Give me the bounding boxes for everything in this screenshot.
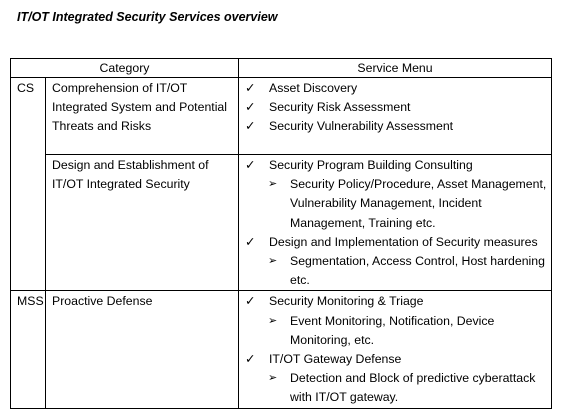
checkmark-icon: ✓ <box>245 158 256 172</box>
document-title: IT/OT Integrated Security Services overview <box>17 10 278 24</box>
service-sub-label: Event Monitoring, Notification, Device Monitoring, etc. <box>290 313 495 347</box>
service-menu-cell <box>239 291 552 409</box>
checkmark-icon: ✓ <box>245 234 256 249</box>
service-item <box>242 117 549 136</box>
service-label: IT/OT Gateway Defense <box>269 352 402 367</box>
service-item <box>242 156 549 175</box>
service-label: Security Vulnerability Assessment <box>269 119 454 134</box>
service-item <box>242 98 549 117</box>
service-item <box>242 79 549 98</box>
table-row <box>11 155 552 291</box>
table-row <box>11 78 552 155</box>
checkmark-icon: ✓ <box>245 119 256 134</box>
checkmark-icon: ✓ <box>245 100 256 115</box>
service-item <box>242 292 549 311</box>
category-header: Category <box>11 59 239 78</box>
service-label: Asset Discovery <box>269 81 358 95</box>
checkmark-icon: ✓ <box>245 352 256 367</box>
service-code-cs: CS <box>11 78 46 291</box>
category-cell: Comprehension of IT/OT Integrated System and Potential Threats and Risks <box>46 78 239 155</box>
service-sub-item <box>242 369 549 407</box>
service-sub-item <box>242 252 549 290</box>
service-menu-header: Service Menu <box>239 59 552 78</box>
service-label: Security Program Building Consulting <box>269 158 473 172</box>
table-row <box>11 291 552 409</box>
service-sub-label: Security Policy/Procedure, Asset Management, Vulnerability Management, Incident Management, Training etc. <box>290 177 547 230</box>
service-label: Security Monitoring & Triage <box>269 294 424 309</box>
service-sub-item <box>242 312 549 350</box>
service-sub-label: Detection and Block of predictive cyberattack with IT/OT gateway. <box>290 371 536 405</box>
arrow-bullet-icon: ➢ <box>268 255 278 268</box>
category-cell: Proactive Defense <box>46 291 239 409</box>
checkmark-icon: ✓ <box>245 294 256 309</box>
service-sub-label: Segmentation, Access Control, Host hardening etc. <box>290 254 545 288</box>
service-menu-cell <box>239 78 552 155</box>
checkmark-icon: ✓ <box>245 81 256 95</box>
arrow-bullet-icon: ➢ <box>268 372 278 385</box>
arrow-bullet-icon: ➢ <box>268 314 278 327</box>
service-label: Design and Implementation of Security measures <box>269 234 538 249</box>
service-code-mss: MSS <box>11 291 46 409</box>
table-header-row <box>11 59 552 78</box>
service-item <box>242 350 549 369</box>
service-menu-cell <box>239 155 552 291</box>
services-table <box>10 58 552 409</box>
arrow-bullet-icon: ➢ <box>268 178 278 191</box>
service-label: Security Risk Assessment <box>269 100 411 115</box>
category-cell: Design and Establishment of IT/OT Integrated Security <box>46 155 239 291</box>
service-sub-item <box>242 175 549 233</box>
service-item <box>242 233 549 252</box>
